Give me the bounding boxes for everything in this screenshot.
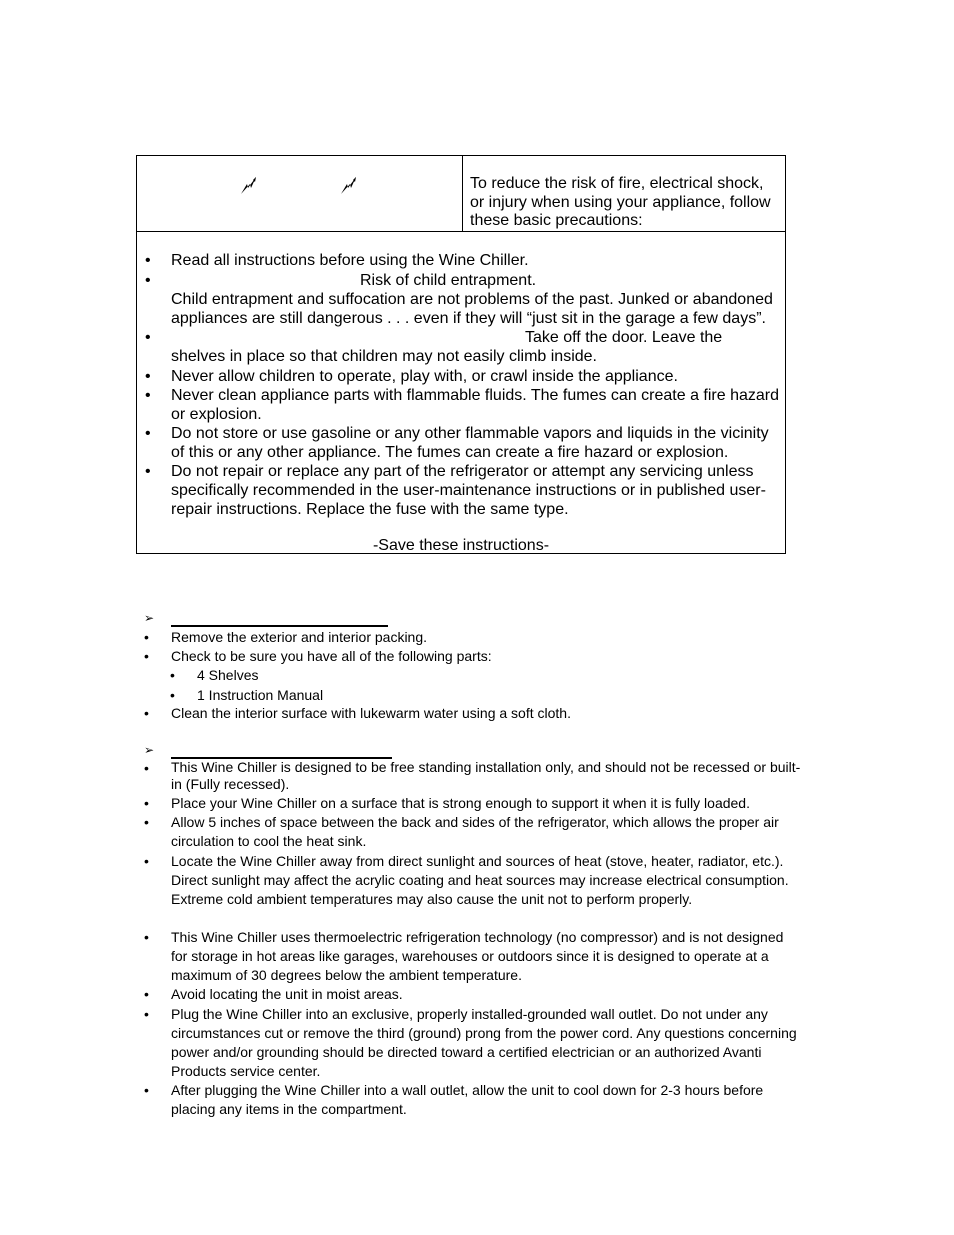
bullet-icon: • bbox=[145, 387, 151, 404]
safety-item-text: shelves in place so that children may not easily climb inside. bbox=[171, 348, 597, 365]
bullet-icon: • bbox=[144, 814, 149, 830]
safety-item-text: Take off the door. Leave the bbox=[525, 329, 723, 346]
safety-box bbox=[136, 155, 786, 554]
bullet-icon: • bbox=[144, 760, 149, 776]
bullet-icon: • bbox=[144, 929, 149, 945]
lightning-bolt-icon bbox=[338, 174, 360, 196]
safety-item-text: Risk of child entrapment. bbox=[360, 272, 537, 289]
bullet-icon: • bbox=[144, 629, 149, 645]
unpacking-item-text: Check to be sure you have all of the following parts: bbox=[171, 648, 492, 664]
parts-item-text: 4 Shelves bbox=[197, 667, 259, 683]
installation-item-text: Place your Wine Chiller on a surface that is strong enough to support it when it is fully loaded. bbox=[171, 795, 750, 811]
installation-item-text: This Wine Chiller uses thermoelectric refrigeration technology (no compressor) and is not designed for storage in hot areas like garages, warehouses or outdoors since it is designed to operate at a maximum of 30 degrees below the ambient temperature. bbox=[171, 929, 784, 983]
safety-item-text: Never allow children to operate, play with, or crawl inside the appliance. bbox=[171, 368, 678, 385]
bullet-icon: • bbox=[145, 329, 151, 346]
safety-item-text: Never clean appliance parts with flammable fluids. The fumes can create a fire hazard or explosion. bbox=[171, 387, 780, 423]
installation-item-text: After plugging the Wine Chiller into a wall outlet, allow the unit to cool down for 2-3 hours before placing any items in the compartment. bbox=[171, 1082, 764, 1117]
bullet-icon: • bbox=[145, 368, 151, 385]
installation-item-text: This Wine Chiller is designed to be free standing installation only, and should not be recessed or built-in (Fully recessed). bbox=[171, 759, 801, 792]
bullet-icon: • bbox=[145, 252, 151, 269]
caution-text: To reduce the risk of fire, electrical shock, or injury when using your appliance, follow these basic precautions: bbox=[470, 175, 771, 229]
installation-item-text: Avoid locating the unit in moist areas. bbox=[171, 986, 403, 1002]
bullet-icon: • bbox=[145, 463, 151, 480]
bullet-icon: • bbox=[170, 687, 175, 703]
bullet-icon: • bbox=[145, 272, 151, 289]
lightning-bolt-icon bbox=[238, 174, 260, 196]
bullet-icon: • bbox=[144, 853, 149, 869]
unpacking-item-text: Remove the exterior and interior packing. bbox=[171, 629, 428, 645]
safety-box-divider bbox=[462, 156, 463, 231]
section-heading-rule bbox=[171, 625, 388, 627]
bullet-icon: • bbox=[144, 705, 149, 721]
safety-item-text: Read all instructions before using the Wine Chiller. bbox=[171, 252, 529, 269]
bullet-icon: • bbox=[144, 1082, 149, 1098]
arrow-bullet-icon: ➢ bbox=[144, 743, 155, 757]
save-instructions-line: -Save these instructions- bbox=[372, 537, 550, 554]
bullet-icon: • bbox=[145, 425, 151, 442]
parts-item-text: 1 Instruction Manual bbox=[197, 687, 324, 703]
safety-item-text: Do not repair or replace any part of the refrigerator or attempt any servicing unless specifically recommended in the user-maintenance instructions or in published user-repair instructions. Replace the fuse with the same type. bbox=[171, 463, 766, 518]
installation-item-text: Locate the Wine Chiller away from direct sunlight and sources of heat (stove, heater, radiator, etc.). Direct sunlight may affect the acrylic coating and heat sources may increase electrical consumption. Extreme cold ambient temperatures may also cause the unit not to perform properly. bbox=[171, 853, 789, 907]
bullet-icon: • bbox=[144, 1006, 149, 1022]
installation-item-text: Plug the Wine Chiller into an exclusive, properly installed-grounded wall outlet. Do not under any circumstances cut or remove the third (ground) prong from the power cord. Any questions concerning power and/or grounding should be directed toward a certified electrician or an authorized Avanti Products service center. bbox=[171, 1006, 797, 1079]
bullet-icon: • bbox=[144, 795, 149, 811]
installation-item-text: Allow 5 inches of space between the back and sides of the refrigerator, which allows the proper air circulation to cool the heat sink. bbox=[171, 814, 779, 849]
arrow-bullet-icon: ➢ bbox=[144, 611, 155, 625]
bullet-icon: • bbox=[144, 986, 149, 1002]
safety-item-text: Child entrapment and suffocation are not problems of the past. Junked or abandoned appliances are still dangerous . . . even if they will “just sit in the garage a few days”. bbox=[171, 291, 773, 327]
unpacking-item-text: Clean the interior surface with lukewarm water using a soft cloth. bbox=[171, 705, 571, 721]
safety-item-text: Do not store or use gasoline or any other flammable vapors and liquids in the vicinity of this or any other appliance. The fumes can create a fire hazard or explosion. bbox=[171, 425, 769, 461]
bullet-icon: • bbox=[144, 648, 149, 664]
bullet-icon: • bbox=[170, 667, 175, 683]
